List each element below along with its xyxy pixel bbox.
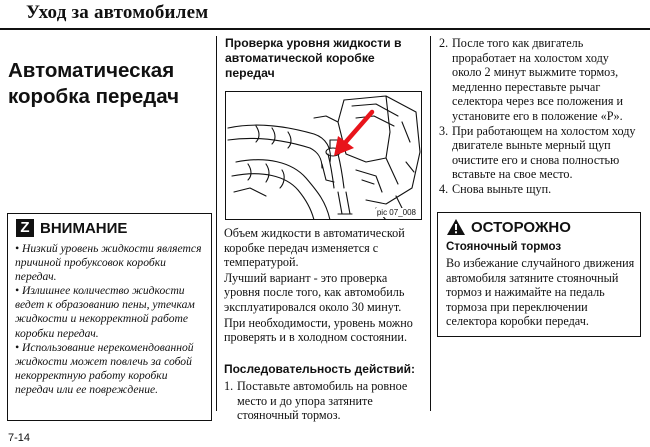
step-number: 1. (224, 379, 234, 393)
description-paragraph: Лучший вариант - это проверка уровня после того, как автомобиль эксплуатировался около 30 минут. (224, 270, 405, 314)
step-number: 4. (439, 181, 449, 196)
caution-heading-text: ОСТОРОЖНО (471, 218, 571, 236)
page-header-title: Уход за автомобилем (26, 2, 209, 23)
header-rule (0, 28, 650, 30)
steps-heading: Последовательность действий: (224, 362, 416, 376)
engine-drawing (226, 92, 422, 220)
warning-item: • Излишнее количество жидкости ведет к образованию пены, утечкам жидкости и некорректной работе коробки передач. (15, 284, 195, 340)
step-item (439, 36, 639, 124)
exclamation-z-icon: Z (16, 219, 34, 237)
column-divider-right (430, 36, 431, 411)
red-pointer-arrow (334, 112, 372, 156)
dipstick-illustration (225, 91, 422, 220)
caution-heading (446, 218, 571, 236)
description-paragraph: При необходимости, уровень можно проверять и в холодном состоянии. (224, 315, 413, 345)
step-number: 2. (439, 36, 449, 50)
step-text: Поставьте автомобиль на ровное место и до упора затяните стояночный тормоз. (237, 379, 408, 423)
page-number: 7-14 (8, 432, 31, 444)
section-title-line1: Автоматическая (8, 59, 175, 82)
section-title (8, 58, 208, 110)
step-number: 3. (439, 123, 449, 138)
warning-triangle-icon (446, 218, 466, 236)
caution-box (437, 212, 641, 337)
procedure-description (224, 226, 424, 346)
steps-list-continued (439, 36, 639, 197)
step-item (439, 182, 639, 197)
warning-item: • Низкий уровень жидкости является причиной пробуксовок коробки передач. (15, 242, 202, 284)
section-title-line2: коробка передач (8, 85, 180, 108)
warning-list (15, 242, 208, 397)
steps-list-start (224, 379, 424, 423)
figure-caption: pic 07_008 (376, 208, 416, 217)
step-item (439, 124, 639, 182)
step-text: При работающем на холостом ходу двигателе выньте мерный щуп очистите его и снова полностью вставьте на свое место. (452, 123, 636, 182)
procedure-title: Проверка уровня жидкости в автоматической коробке передач (225, 36, 402, 80)
column-divider-left (216, 36, 217, 411)
warning-heading (16, 219, 127, 237)
warning-box (7, 213, 212, 421)
step-text: После того как двигатель проработает на холостом ходу около 2 минут выжмите тормоз, медленно переставьте рычаг селектора через все положения и установите его в положение «P». (452, 36, 623, 123)
warning-item: • Использование нерекомендованной жидкости может повлечь за собой некорректную работу коробки передач или ее повреждение. (15, 340, 194, 396)
description-paragraph: Объем жидкости в автоматической коробке передач изменяется с температурой. (224, 226, 405, 270)
warning-heading-text: ВНИМАНИЕ (40, 219, 128, 237)
caution-text: Во избежание случайного движения автомобиля затяните стояночный тормоз и нажимайте на педаль тормоза при переключении селектора коробки передач. (446, 256, 635, 329)
step-text: Снова выньте щуп. (452, 181, 552, 196)
caution-subheading: Стояночный тормоз (446, 241, 562, 253)
step-item (224, 379, 424, 423)
